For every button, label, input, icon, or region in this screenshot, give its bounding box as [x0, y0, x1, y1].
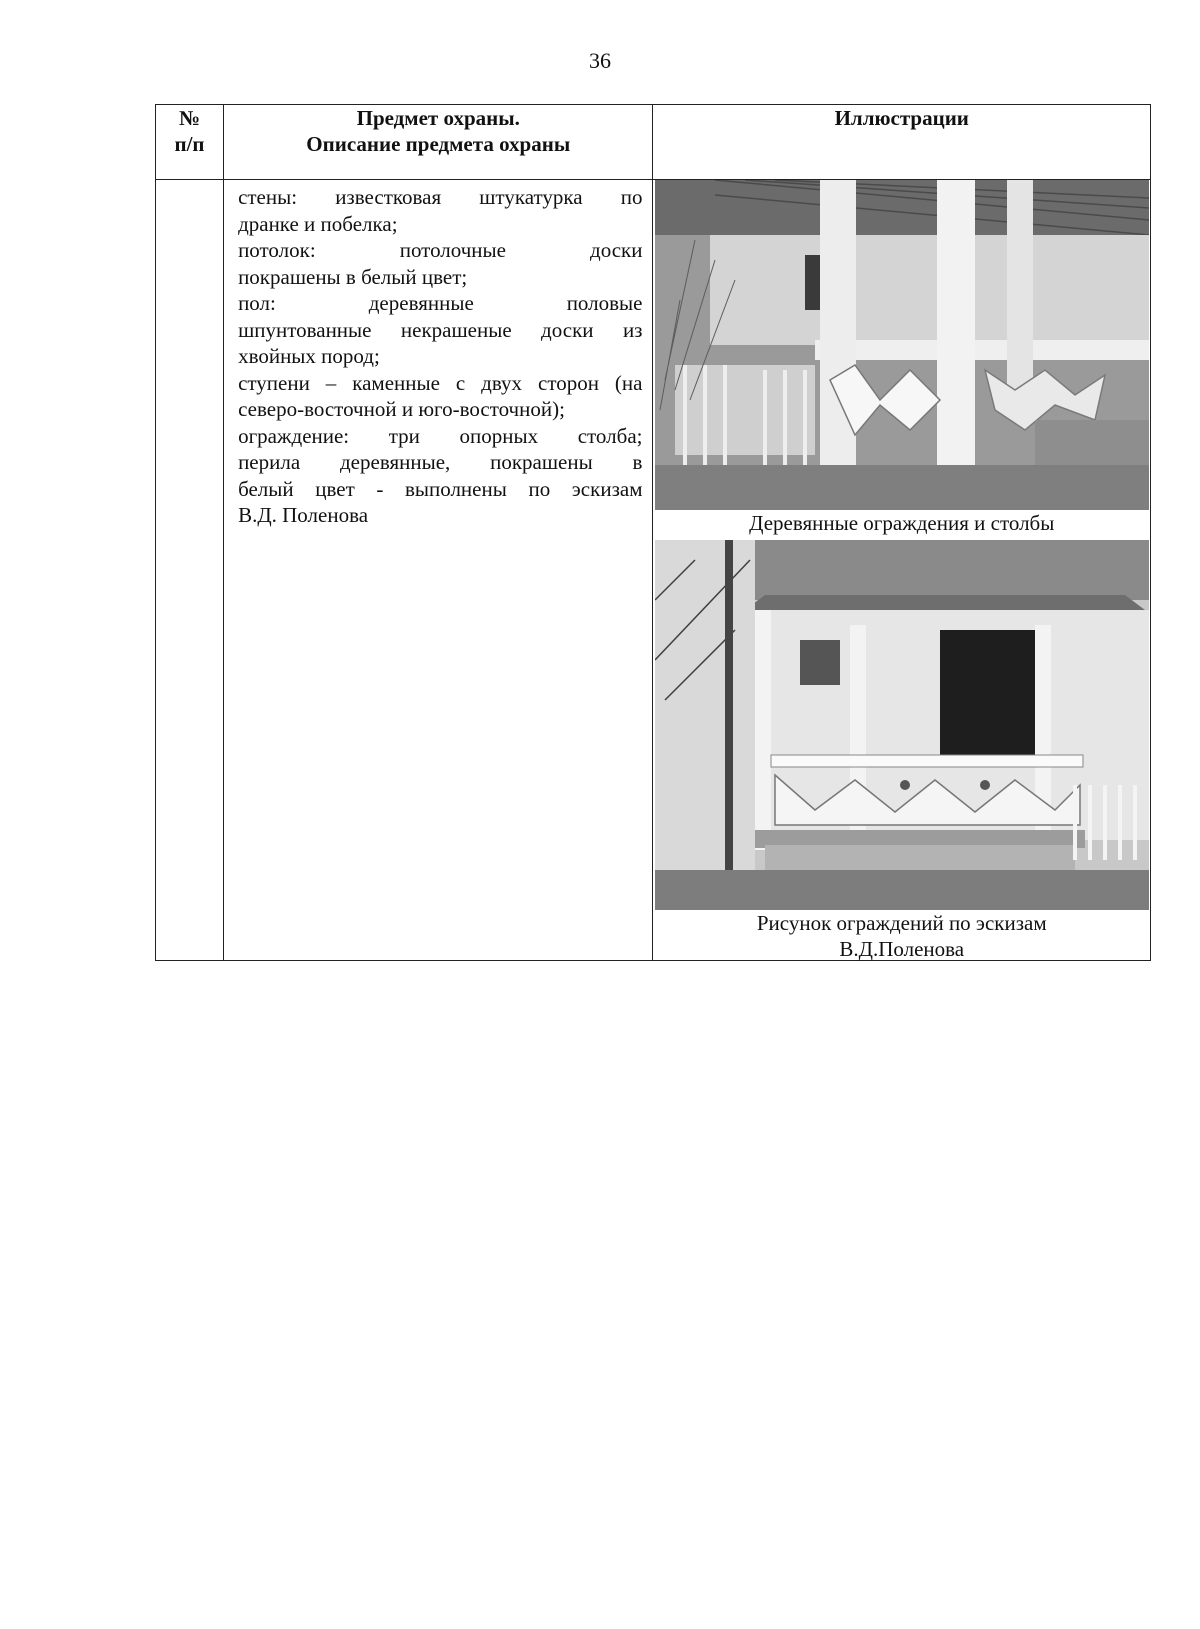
illustrations-cell — [653, 180, 1151, 961]
row-number-cell — [156, 180, 224, 961]
description-line: перила деревянные, покрашены в — [238, 450, 643, 474]
description-line: ограждение: три опорных столба; — [238, 423, 643, 448]
description-line: ступени – каменные с двух сторон (на — [238, 370, 643, 395]
header-illustrations: Иллюстрации — [653, 105, 1151, 180]
description-line: пол: деревянные половые — [238, 291, 643, 315]
header-description — [224, 105, 653, 180]
description-line: дранке и побелка; — [238, 211, 398, 236]
description-line: В.Д. Поленова — [238, 503, 369, 527]
table-row — [156, 180, 1151, 961]
protection-table — [155, 104, 1151, 961]
header-description-line2: Описание предмета охраны — [306, 132, 571, 156]
header-number-line2: п/п — [174, 132, 205, 156]
description-line: хвойных пород; — [238, 344, 380, 368]
caption-railing-pattern — [653, 910, 1150, 960]
caption-railing-pattern-line2: В.Д.Поленова — [839, 937, 965, 961]
description-line: белый цвет - выполнены по эскизам — [238, 476, 643, 501]
description-line: стены: известковая штукатурка по — [238, 185, 643, 209]
header-number — [156, 105, 224, 180]
photo-railing-pattern — [655, 540, 1149, 910]
page-number: 36 — [589, 48, 611, 73]
photo-railings-and-posts — [655, 180, 1149, 510]
description-line: северо-восточной и юго-восточной); — [238, 397, 565, 421]
description-line: шпунтованные некрашеные доски из — [238, 317, 643, 342]
table-header-row — [156, 105, 1151, 180]
description-cell — [224, 180, 653, 961]
header-description-line1: Предмет охраны. — [356, 106, 520, 130]
header-number-line1: № — [178, 106, 201, 130]
description-line: покрашены в белый цвет; — [238, 264, 468, 289]
caption-railings-and-posts: Деревянные ограждения и столбы — [749, 511, 1055, 535]
caption-railing-pattern-line1: Рисунок ограждений по эскизам — [756, 911, 1047, 935]
description-line: потолок: потолочные доски — [238, 238, 643, 262]
